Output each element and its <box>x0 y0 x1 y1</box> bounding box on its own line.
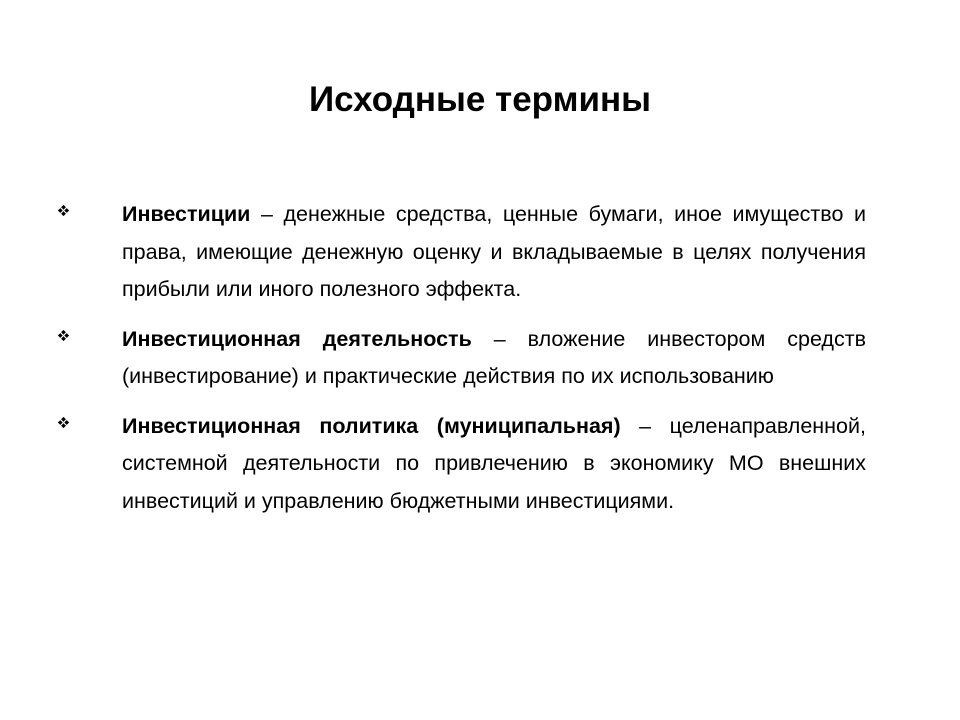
slide-title: Исходные термины <box>308 80 652 119</box>
bullet-item-investments <box>58 196 866 309</box>
term-label: Инвестиции <box>122 202 251 226</box>
diamond-bullet-icon <box>58 205 69 216</box>
bullet-item-investment-activity <box>58 321 866 396</box>
term-definition: – вложение инвестором средств (инвестирование) и практические действия по их использованию <box>122 326 866 388</box>
diamond-bullet-icon <box>58 417 69 428</box>
bullet-item-investment-policy <box>58 408 866 521</box>
term-definition: – целенаправленной, системной деятельности по привлечению в экономику МО внешних инвестиций и управлению бюджетными инвестициями. <box>122 413 866 513</box>
term-definition: – денежные средства, ценные бумаги, иное имущество и права, имеющие денежную оценку и вкладываемые в целях получения прибыли или иного полезного эффекта. <box>122 202 866 301</box>
term-label: Инвестиционная деятельность <box>122 326 472 351</box>
diamond-bullet-icon <box>58 330 69 341</box>
bullet-list <box>58 196 866 532</box>
term-label: Инвестиционная политика (муниципальная) <box>122 413 621 438</box>
